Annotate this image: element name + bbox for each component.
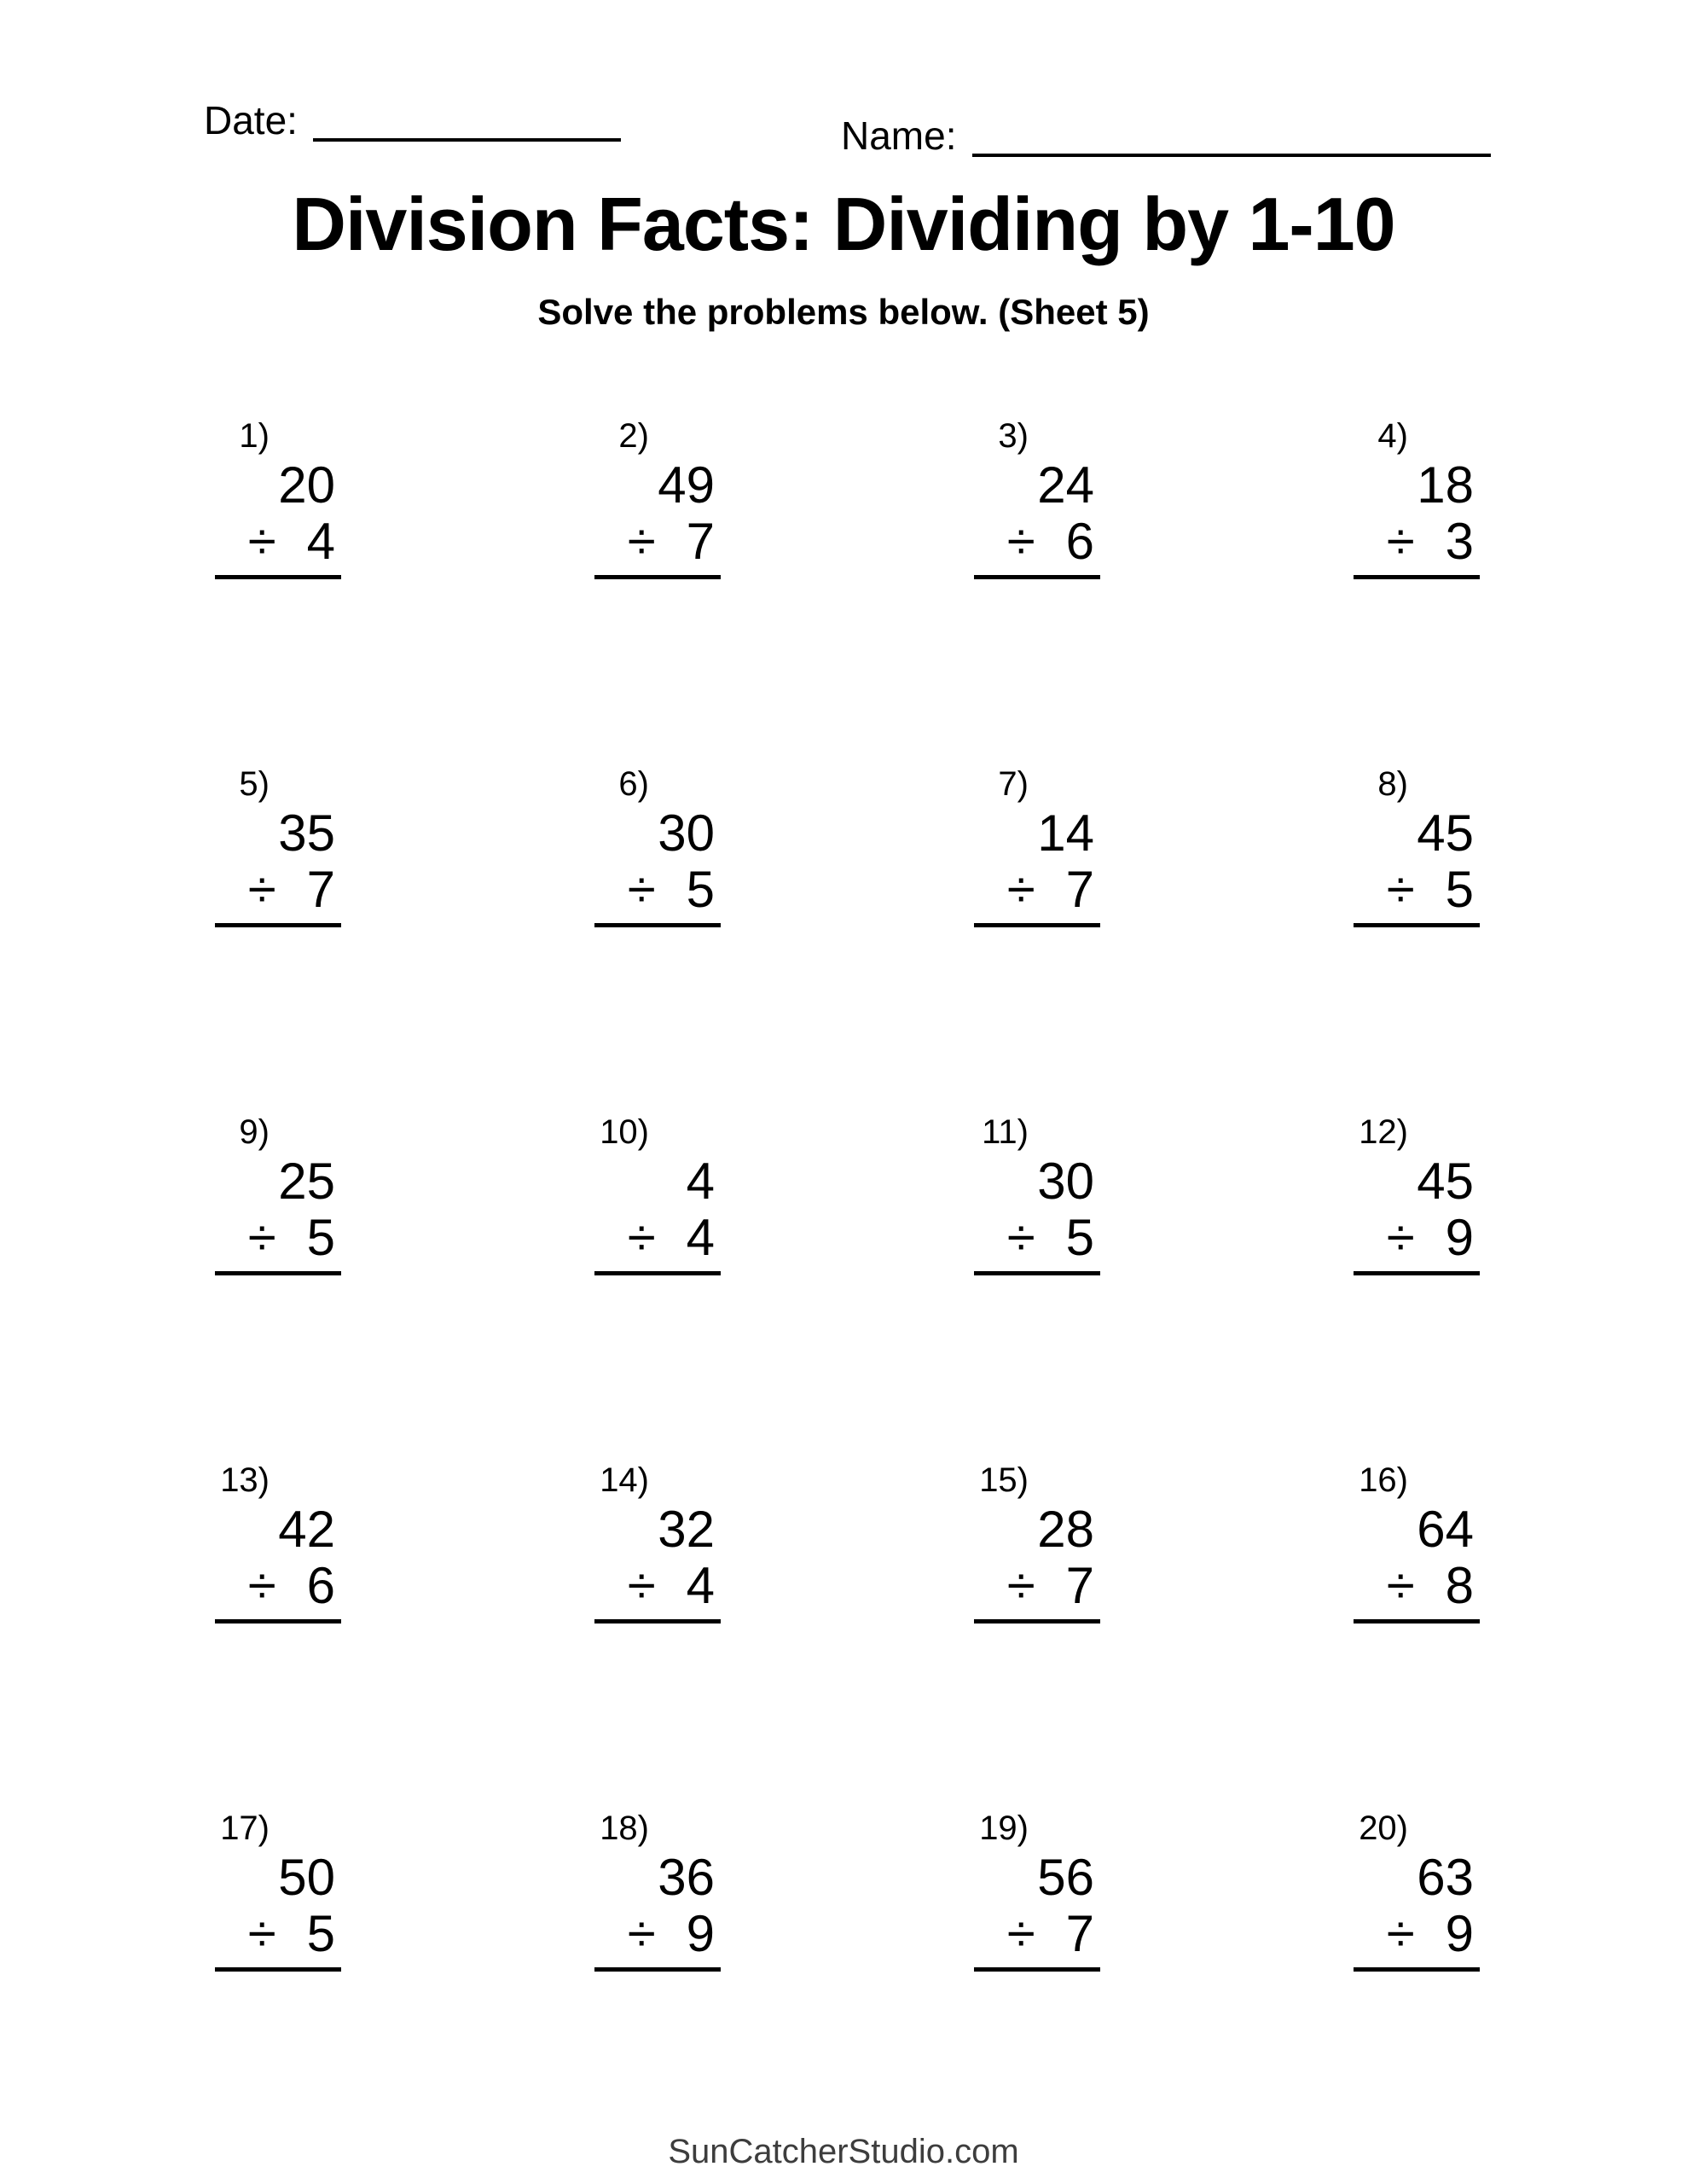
problem-number: 1) <box>239 417 270 455</box>
divisor-row <box>215 1558 341 1614</box>
divide-icon: ÷ <box>1386 1209 1415 1266</box>
divide-icon: ÷ <box>1006 1209 1035 1266</box>
dividend: 30 <box>658 804 715 862</box>
answer-line <box>594 923 721 927</box>
divide-icon: ÷ <box>247 1557 276 1614</box>
problem-number: 19) <box>979 1809 1029 1847</box>
dividend: 32 <box>658 1501 715 1558</box>
divisor-value: 6 <box>1065 513 1094 570</box>
divisor-value: 4 <box>686 1557 715 1614</box>
divisor-row <box>215 1906 341 1962</box>
problems-row <box>215 763 1486 1111</box>
problem-cell <box>215 763 341 927</box>
problem-cell <box>215 1459 341 1623</box>
problem-cell <box>1354 1807 1480 1972</box>
divide-icon: ÷ <box>247 861 276 918</box>
answer-line <box>594 1271 721 1275</box>
answer-line <box>594 575 721 579</box>
answer-line <box>594 1619 721 1623</box>
divide-icon: ÷ <box>1006 513 1035 570</box>
divisor-value: 8 <box>1445 1557 1474 1614</box>
divide-icon: ÷ <box>247 1905 276 1962</box>
answer-line <box>215 1967 341 1972</box>
problem-number: 5) <box>239 765 270 803</box>
problem-number: 14) <box>600 1461 649 1499</box>
divisor-value: 3 <box>1445 513 1474 570</box>
problem-cell <box>594 415 721 579</box>
divisor-row <box>1354 1210 1480 1266</box>
divisor-value: 5 <box>306 1905 335 1962</box>
problem-cell <box>974 1459 1100 1623</box>
divide-icon: ÷ <box>1006 861 1035 918</box>
dividend: 25 <box>278 1153 335 1210</box>
problem-cell <box>1354 1111 1480 1275</box>
answer-line <box>974 1619 1100 1623</box>
divisor-row <box>974 514 1100 570</box>
problem-number: 6) <box>618 765 649 803</box>
divide-icon: ÷ <box>627 861 656 918</box>
divisor-value: 5 <box>1065 1209 1094 1266</box>
dividend: 63 <box>1417 1849 1474 1906</box>
problem-number: 3) <box>998 417 1029 455</box>
divide-icon: ÷ <box>1386 861 1415 918</box>
divide-icon: ÷ <box>627 513 656 570</box>
answer-line <box>974 923 1100 927</box>
dividend: 35 <box>278 804 335 862</box>
divisor-row <box>594 1906 721 1962</box>
dividend: 30 <box>1037 1153 1094 1210</box>
answer-line <box>215 575 341 579</box>
answer-line <box>974 1271 1100 1275</box>
dividend: 45 <box>1417 1153 1474 1210</box>
divisor-value: 7 <box>1065 1905 1094 1962</box>
problem-cell <box>215 415 341 579</box>
divide-icon: ÷ <box>627 1905 656 1962</box>
problems-row <box>215 1807 1486 2155</box>
dividend: 18 <box>1417 456 1474 514</box>
problem-number: 7) <box>998 765 1029 803</box>
problem-cell <box>974 1807 1100 1972</box>
divisor-row <box>1354 1558 1480 1614</box>
divide-icon: ÷ <box>1006 1557 1035 1614</box>
problem-cell <box>974 1111 1100 1275</box>
answer-line <box>215 923 341 927</box>
divide-icon: ÷ <box>1386 1905 1415 1962</box>
answer-line <box>1354 1967 1480 1972</box>
divisor-row <box>1354 514 1480 570</box>
problem-cell <box>594 1807 721 1972</box>
page-subtitle: Solve the problems below. (Sheet 5) <box>537 292 1150 332</box>
problem-number: 12) <box>1359 1113 1408 1151</box>
problems-row <box>215 1459 1486 1807</box>
problem-number: 11) <box>982 1113 1029 1151</box>
divisor-row <box>1354 1906 1480 1962</box>
answer-line <box>974 1967 1100 1972</box>
divisor-value: 7 <box>306 861 335 918</box>
answer-line <box>974 575 1100 579</box>
date-label: Date: <box>204 98 298 142</box>
answer-line <box>1354 1271 1480 1275</box>
divisor-value: 7 <box>1065 1557 1094 1614</box>
divisor-row <box>974 1906 1100 1962</box>
problems-row <box>215 1111 1486 1459</box>
problem-cell <box>594 763 721 927</box>
divisor-value: 4 <box>306 513 335 570</box>
problem-cell <box>1354 1459 1480 1623</box>
divisor-row <box>215 862 341 918</box>
divisor-row <box>594 862 721 918</box>
page-title: Division Facts: Dividing by 1-10 <box>292 182 1395 266</box>
divisor-row <box>594 514 721 570</box>
divisor-value: 9 <box>1445 1905 1474 1962</box>
dividend: 45 <box>1417 804 1474 862</box>
divide-icon: ÷ <box>627 1209 656 1266</box>
dividend: 42 <box>278 1501 335 1558</box>
problem-cell <box>215 1807 341 1972</box>
problem-number: 8) <box>1377 765 1408 803</box>
dividend: 20 <box>278 456 335 514</box>
answer-line <box>215 1619 341 1623</box>
dividend: 50 <box>278 1849 335 1906</box>
dividend: 49 <box>658 456 715 514</box>
dividend: 28 <box>1037 1501 1094 1558</box>
divisor-value: 6 <box>306 1557 335 1614</box>
problem-number: 17) <box>220 1809 270 1847</box>
name-label: Name: <box>841 113 957 158</box>
problem-cell <box>215 1111 341 1275</box>
divisor-row <box>594 1210 721 1266</box>
divide-icon: ÷ <box>1006 1905 1035 1962</box>
problem-number: 16) <box>1359 1461 1408 1499</box>
answer-line <box>594 1967 721 1972</box>
answer-line <box>1354 1619 1480 1623</box>
divisor-row <box>215 514 341 570</box>
dividend: 64 <box>1417 1501 1474 1558</box>
dividend: 56 <box>1037 1849 1094 1906</box>
footer-credit: SunCatcherStudio.com <box>668 2133 1019 2170</box>
divisor-row <box>974 1558 1100 1614</box>
dividend: 24 <box>1037 456 1094 514</box>
divide-icon: ÷ <box>247 513 276 570</box>
problem-cell <box>594 1459 721 1623</box>
problem-cell <box>1354 763 1480 927</box>
divide-icon: ÷ <box>1386 513 1415 570</box>
divisor-value: 5 <box>306 1209 335 1266</box>
problem-cell <box>974 763 1100 927</box>
divisor-row <box>974 1210 1100 1266</box>
answer-line <box>215 1271 341 1275</box>
dividend: 14 <box>1037 804 1094 862</box>
dividend: 36 <box>658 1849 715 1906</box>
divisor-value: 9 <box>1445 1209 1474 1266</box>
problems-grid <box>215 415 1486 2155</box>
answer-line <box>1354 923 1480 927</box>
problem-cell <box>974 415 1100 579</box>
problem-number: 2) <box>618 417 649 455</box>
divisor-value: 5 <box>1445 861 1474 918</box>
divisor-value: 9 <box>686 1905 715 1962</box>
problem-cell <box>594 1111 721 1275</box>
divisor-row <box>1354 862 1480 918</box>
divisor-value: 7 <box>686 513 715 570</box>
problem-number: 4) <box>1377 417 1408 455</box>
problems-row <box>215 415 1486 763</box>
divide-icon: ÷ <box>247 1209 276 1266</box>
problem-number: 13) <box>220 1461 270 1499</box>
divide-icon: ÷ <box>1386 1557 1415 1614</box>
divisor-row <box>215 1210 341 1266</box>
problem-number: 18) <box>600 1809 649 1847</box>
divisor-value: 4 <box>686 1209 715 1266</box>
problem-cell <box>1354 415 1480 579</box>
problem-number: 9) <box>239 1113 270 1151</box>
divisor-value: 7 <box>1065 861 1094 918</box>
date-blank-line <box>313 138 621 142</box>
problem-number: 20) <box>1359 1809 1408 1847</box>
problem-number: 10) <box>600 1113 649 1151</box>
divisor-row <box>594 1558 721 1614</box>
answer-line <box>1354 575 1480 579</box>
dividend: 4 <box>686 1153 715 1210</box>
divisor-row <box>974 862 1100 918</box>
name-blank-line <box>972 154 1491 157</box>
divide-icon: ÷ <box>627 1557 656 1614</box>
divisor-value: 5 <box>686 861 715 918</box>
problem-number: 15) <box>979 1461 1029 1499</box>
